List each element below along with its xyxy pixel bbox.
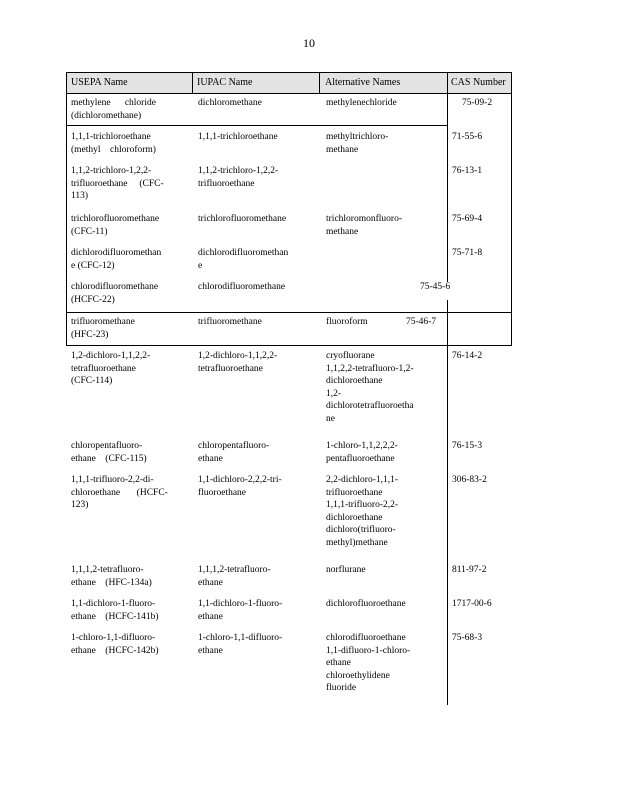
iupac-name-cell: 1,1,2-trichloro-1,2,2- trifluoroethane xyxy=(198,166,279,189)
row-rule xyxy=(66,312,512,313)
iupac-name-cell: 1-chloro-1,1-difluoro- ethane xyxy=(198,633,283,656)
column-rule xyxy=(192,72,193,94)
usepa-name-cell: 1,2-dichloro-1,1,2,2- tetrafluoroethane (CFC-114) xyxy=(71,351,151,386)
alternative-names-cell: trichloromonfluoro- methane xyxy=(326,214,402,237)
usepa-name-cell: 1,1,1-trifluoro-2,2-di- chloroethane (HCFC- 123) xyxy=(71,475,168,510)
usepa-name-cell: methylene chloride (dichloromethane) xyxy=(71,98,156,121)
column-rule xyxy=(319,72,320,94)
cas-number-cell: 75-45-6 xyxy=(420,282,451,292)
header-usepa-name: USEPA Name xyxy=(71,77,128,88)
usepa-name-cell: 1,1,1-trichloroethane (methyl chloroform) xyxy=(71,132,156,155)
iupac-name-cell: 1,1,1-trichloroethane xyxy=(198,132,278,142)
alternative-names-cell: dichlorofluoroethane xyxy=(326,599,406,609)
cas-number-cell: 75-68-3 xyxy=(452,633,483,643)
cas-number-cell: 75-09-2 xyxy=(462,98,493,108)
iupac-name-cell: 1,1-dichloro-1-fluoro- ethane xyxy=(198,599,283,622)
iupac-name-cell: 1,1,1,2-tetrafluoro- ethane xyxy=(198,565,271,588)
header-alternative-names: Alternative Names xyxy=(325,77,401,88)
iupac-name-cell: chlorodifluoromethane xyxy=(198,282,286,292)
header-bottom-rule xyxy=(66,93,512,94)
alternative-names-cell: methylenechloride xyxy=(326,98,397,108)
column-rule xyxy=(447,72,448,282)
cas-number-cell: 75-46-7 xyxy=(406,317,437,327)
alternative-names-cell: methyltrichloro- methane xyxy=(326,132,389,155)
column-rule xyxy=(447,300,448,705)
cas-number-cell: 71-55-6 xyxy=(452,132,483,142)
alternative-names-cell: fluoroform xyxy=(326,317,368,327)
iupac-name-cell: 1,1-dichloro-2,2,2-tri- fluoroethane xyxy=(198,475,282,498)
usepa-name-cell: chloropentafluoro- ethane (CFC-115) xyxy=(71,441,147,464)
iupac-name-cell: trifluoromethane xyxy=(198,317,262,327)
row-rule xyxy=(66,345,512,346)
cas-number-cell: 1717-00-6 xyxy=(452,599,492,609)
header-cas-number: CAS Number xyxy=(451,77,506,88)
refrigerant-names-table xyxy=(66,72,512,705)
usepa-name-cell: 1,1,2-trichloro-1,2,2- trifluoroethane (CFC- 113) xyxy=(71,166,164,201)
alternative-names-cell: cryofluorane 1,1,2,2-tetrafluoro-1,2- dichloroethane 1,2- dichlorotetrafluoroetha ne xyxy=(326,351,414,424)
usepa-name-cell: 1,1-dichloro-1-fluoro- ethane (HCFC-141b) xyxy=(71,599,159,622)
iupac-name-cell: dichlorodifluoromethan e xyxy=(198,248,289,271)
cas-number-cell: 76-15-3 xyxy=(452,441,483,451)
usepa-name-cell: 1,1,1,2-tetrafluoro- ethane (HFC-134a) xyxy=(71,565,152,588)
cas-number-cell: 75-69-4 xyxy=(452,214,483,224)
iupac-name-cell: 1,2-dichloro-1,1,2,2- tetrafluoroethane xyxy=(198,351,278,374)
iupac-name-cell: trichlorofluoromethane xyxy=(198,214,287,224)
cas-number-cell: 76-14-2 xyxy=(452,351,483,361)
iupac-name-cell: dichloromethane xyxy=(198,98,262,108)
header-iupac-name: IUPAC Name xyxy=(197,77,253,88)
alternative-names-cell: 2,2-dichloro-1,1,1- trifluoroethane 1,1,1-trifluoro-2,2- dichloroethane dichloro(trifluoro- methyl)methane xyxy=(326,475,399,548)
header-row xyxy=(66,73,512,93)
usepa-name-cell: 1-chloro-1,1-difluoro- ethane (HCFC-142b) xyxy=(71,633,159,656)
usepa-name-cell: trichlorofluoromethane (CFC-11) xyxy=(71,214,160,237)
table-left-rule xyxy=(66,72,67,346)
page-number: 10 xyxy=(303,36,315,50)
usepa-name-cell: chlorodifluoromethane (HCFC-22) xyxy=(71,282,159,305)
iupac-name-cell: chloropentafluoro- ethane xyxy=(198,441,270,464)
table-top-rule xyxy=(66,72,512,73)
usepa-name-cell: dichlorodifluoromethan e (CFC-12) xyxy=(71,248,162,271)
cas-number-cell: 75-71-8 xyxy=(452,248,483,258)
cas-number-cell: 811-97-2 xyxy=(452,565,487,575)
alternative-names-cell: norflurane xyxy=(326,565,366,575)
cas-number-cell: 76-13-1 xyxy=(452,166,483,176)
row-rule xyxy=(66,125,448,126)
table-right-rule xyxy=(511,72,512,346)
cas-number-cell: 306-83-2 xyxy=(452,475,487,485)
alternative-names-cell: chlorodifluoroethane 1,1-difluoro-1-chloro- ethane chloroethylidene fluoride xyxy=(326,633,411,693)
alternative-names-cell: 1-chloro-1,1,2,2,2- pentafluoroethane xyxy=(326,441,398,464)
usepa-name-cell: trifluoromethane (HFC-23) xyxy=(71,317,135,340)
